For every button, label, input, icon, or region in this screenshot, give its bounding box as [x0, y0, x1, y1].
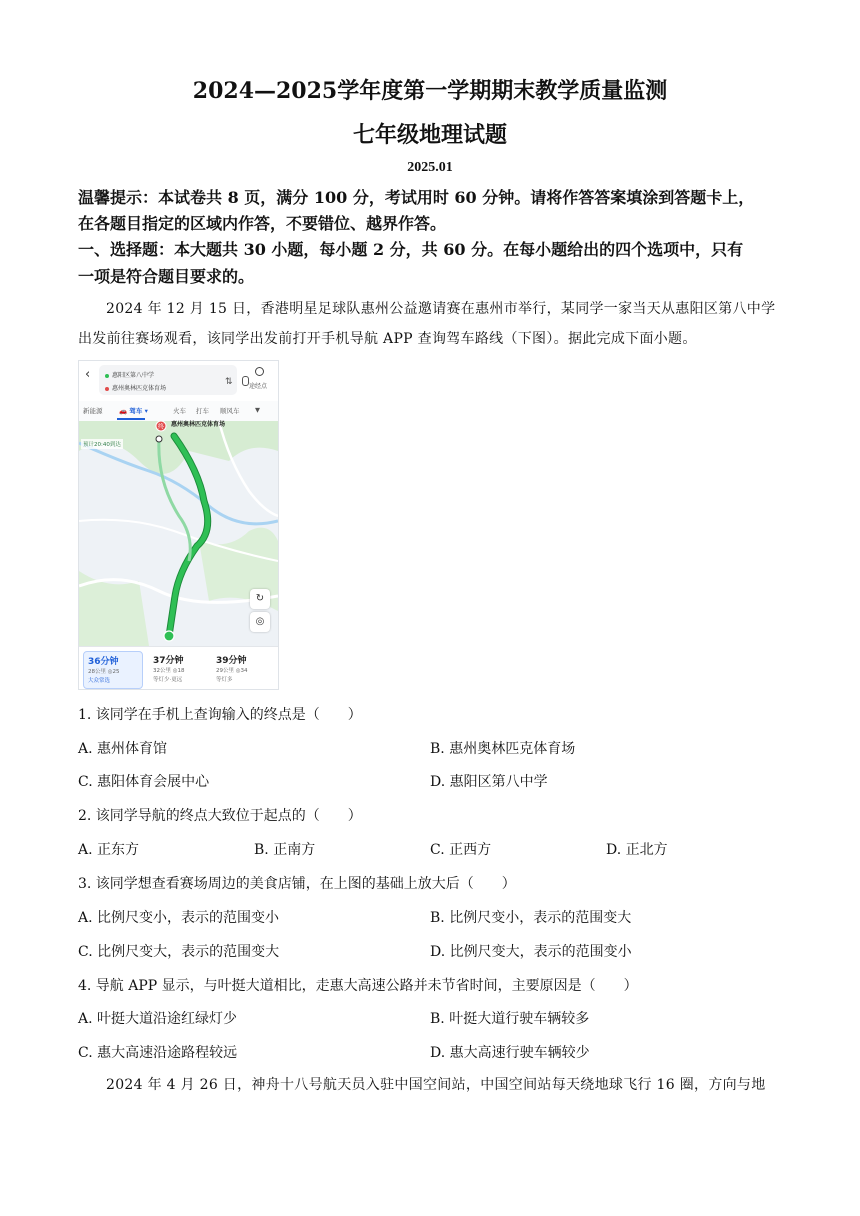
via-point-label: 途经点 [249, 383, 268, 390]
refresh-icon: ↻ [250, 589, 270, 609]
route-distance: 29公里 ◎34 [216, 668, 248, 674]
q2-option-d: D. 正北方 [606, 842, 668, 858]
route-distance: 28公里 ◎25 [88, 669, 120, 675]
question-4-stem: 4. 导航 APP 显示，与叶挺大道相比，走惠大高速公路并未节省时间，主要原因是（ ） [78, 978, 638, 994]
q1-option-c: C. 惠阳体育会展中心 [78, 774, 210, 790]
q4-option-d: D. 惠大高速行驶车辆较少 [430, 1045, 590, 1061]
tab-taxi: 打车 [196, 407, 209, 415]
question-3-stem: 3. 该同学想查看赛场周边的美食店铺，在上图的基础上放大后（ ） [78, 876, 516, 892]
route-map [79, 421, 278, 646]
end-dot-icon [105, 387, 109, 391]
start-dot-icon [105, 374, 109, 378]
route-options-panel [79, 646, 278, 690]
start-point-row [105, 370, 154, 379]
back-arrow-icon: ‹ [85, 367, 91, 382]
q1-option-d: D. 惠阳区第八中学 [430, 774, 548, 790]
q3-option-d: D. 比例尺变大，表示的范围变小 [430, 944, 632, 960]
notice-line-1: 温馨提示：本试卷共 8 页，满分 100 分，考试用时 60 分钟。请将作答答案填涂到答题卡上， [78, 188, 755, 207]
active-tab-underline [117, 418, 145, 420]
q4-option-a: A. 叶挺大道沿途红绿灯少 [78, 1011, 238, 1027]
locate-icon: ◎ [250, 612, 270, 632]
q3-option-a: A. 比例尺变小，表示的范围变小 [78, 910, 280, 926]
question-1-stem: 1. 该同学在手机上查询输入的终点是（ ） [78, 707, 362, 723]
navigation-map-figure [78, 360, 279, 690]
end-point-row [105, 383, 166, 392]
exam-title: 2024—2025学年度第一学期期末教学质量监测 [192, 78, 668, 104]
route-time: 36分钟 [88, 657, 119, 667]
passage-2: 2024 年 4 月 26 日，神舟十八号航天员入驻中国空间站，中国空间站每天绕地球飞行 16 圈，方向与地 [106, 1077, 766, 1093]
q4-option-b: B. 叶挺大道行驶车辆较多 [430, 1011, 590, 1027]
passage-1: 2024 年 12 月 15 日，香港明星足球队惠州公益邀请赛在惠州市举行，某同学一家当天从惠阳区第八中学出发前往赛场观看，该同学出发前打开手机导航 APP 查询驾车路线（下图）。据此完成下面小题。 [78, 301, 776, 347]
search-icon [255, 367, 264, 376]
route-input-box [99, 365, 237, 395]
tab-driving: 🚗 驾车 ▾ [119, 407, 148, 415]
q3-option-c: C. 比例尺变大，表示的范围变大 [78, 944, 280, 960]
route-option-3 [212, 651, 270, 687]
eta-badge: 预计20:40到达 [81, 439, 123, 449]
exam-date: 2025.01 [407, 160, 453, 175]
tab-train: 火车 [173, 407, 186, 415]
section-heading-line-1: 一、选择题：本大题共 30 小题，每小题 2 分，共 60 分。在每小题给出的四个选项中，只有 [78, 240, 744, 259]
destination-label: 惠州奥林匹克体育场 [171, 421, 226, 428]
route-tag: 等灯少·更远 [153, 677, 183, 683]
route-option-1 [83, 651, 143, 689]
route-time: 39分钟 [216, 656, 247, 666]
end-point-text: 惠州奥林匹克体育场 [112, 385, 167, 392]
section-heading-line-2: 一项是符合题目要求的。 [78, 267, 255, 286]
start-marker [164, 631, 174, 641]
question-2-stem: 2. 该同学导航的终点大致位于起点的（ ） [78, 808, 362, 824]
more-tabs-icon: ▼ [255, 406, 260, 414]
route-tag: 等灯多 [216, 677, 233, 683]
tab-new-energy: 新能源 [83, 407, 103, 415]
transport-mode-tabs [79, 401, 278, 421]
notice-line-2: 在各题目指定的区域内作答，不要错位、越界作答。 [78, 214, 447, 233]
tab-driving-label: 驾车 [129, 407, 143, 415]
tab-ride-share: 顺风车 [220, 407, 240, 415]
q2-option-c: C. 正西方 [430, 842, 492, 858]
q4-option-c: C. 惠大高速沿途路程较远 [78, 1045, 238, 1061]
swap-icon: ⇅ [225, 377, 233, 387]
route-time: 37分钟 [153, 656, 184, 666]
exam-subject: 七年级地理试题 [352, 122, 507, 148]
q2-option-b: B. 正南方 [254, 842, 316, 858]
waypoint-marker [156, 436, 162, 442]
q1-option-b: B. 惠州奥林匹克体育场 [430, 741, 576, 757]
q3-option-b: B. 比例尺变小，表示的范围变大 [430, 910, 632, 926]
route-distance: 32公里 ◎18 [153, 668, 185, 674]
route-option-2 [149, 651, 207, 687]
q2-option-a: A. 正东方 [78, 842, 140, 858]
nav-search-header [79, 361, 278, 401]
q1-option-a: A. 惠州体育馆 [78, 741, 168, 757]
route-tag: 大众常选 [88, 678, 111, 684]
start-point-text: 惠阳区第八中学 [112, 372, 155, 379]
destination-marker-text: 终 [157, 423, 165, 431]
microphone-icon [242, 376, 249, 386]
